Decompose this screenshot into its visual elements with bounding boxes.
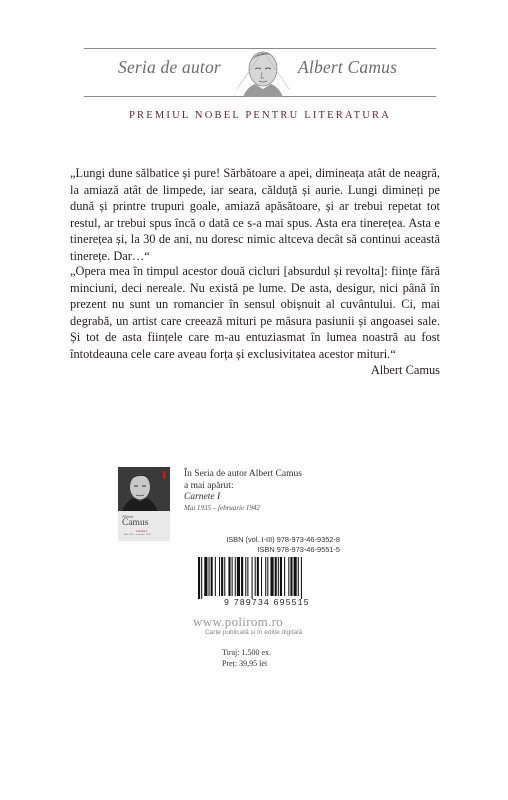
- barcode-bar: [247, 557, 248, 596]
- author-portrait-mark: [233, 43, 291, 97]
- digital-edition-note: Carte publicată și în ediție digitală: [205, 629, 303, 636]
- barcode-bar: [211, 557, 213, 596]
- carnete-cover-thumbnail: [118, 467, 170, 541]
- also-published-line1: În Seria de autor Albert Camus: [184, 469, 302, 479]
- publisher-website: www.polirom.ro: [193, 614, 284, 629]
- barcode-bar: [265, 557, 266, 596]
- series-header: [70, 36, 450, 128]
- isbn-set: ISBN (vol. I-III) 978-973-46-9352-8: [226, 535, 340, 544]
- barcode-bar: [209, 557, 210, 596]
- barcode-bar: [201, 557, 202, 599]
- print-run: Tiraj: 1.500 ex.: [222, 648, 272, 657]
- barcode-bar: [252, 557, 253, 599]
- barcode-bar: [275, 557, 277, 596]
- barcode-bar: [241, 557, 243, 596]
- barcode-bar: [221, 557, 223, 596]
- barcode-bar: [245, 557, 246, 596]
- barcode-bar: [255, 557, 256, 596]
- quote-youth: „Lungi dune sălbatice și pure! Sărbătoare a apei, dimineața atât de neagră, la amiază atât de limpede, iar seara, călduță și aurie. Lungi dimineți pe dună și printre trupuri goale, amiază apăsătoare, și ar trebui repetat tot restul, ar trebui spus încă o dată ce s-a mai spus. Asta era tinerețea. Asta e tinerețea și, la 30 de ani, nu doresc nimic altceva decât să continui această tinerețe. Dar…“: [70, 166, 440, 263]
- barcode-bar: [219, 557, 220, 596]
- red-tab-mark: [163, 471, 166, 479]
- barcode-bar: [301, 557, 302, 599]
- barcode-bar: [232, 557, 233, 596]
- barcode-bar: [284, 557, 285, 596]
- barcode-bar: [224, 557, 225, 596]
- barcode-bar: [237, 557, 240, 596]
- thumb-author-last: Camus: [122, 518, 149, 528]
- barcode-bar: [280, 557, 282, 596]
- barcode-bar: [257, 557, 259, 596]
- barcode-bar: [261, 557, 262, 596]
- nobel-tagline: PREMIUL NOBEL PENTRU LITERATURA: [129, 110, 391, 121]
- barcode-bar: [228, 557, 230, 596]
- thumb-subtitle: Carnete I: [136, 529, 148, 533]
- series-author: Albert Camus: [298, 57, 398, 77]
- barcode-bar: [215, 557, 216, 596]
- isbn-volume: ISBN 978-973-46-9551-5: [257, 545, 340, 554]
- barcode-bar: [270, 557, 273, 596]
- barcode-bar: [298, 557, 299, 596]
- price: Preț: 39,95 lei: [222, 659, 268, 668]
- thumb-dates: Mai 1935 – februarie 1942: [124, 533, 151, 536]
- barcode: [192, 557, 340, 599]
- barcode-number: 9 789734 695515: [224, 597, 310, 607]
- barcode-bar: [267, 557, 268, 596]
- barcode-bar: [290, 557, 292, 596]
- also-published-title: Carnete I: [184, 492, 221, 502]
- barcode-bar: [235, 557, 236, 596]
- barcode-bar: [294, 557, 297, 596]
- thumb-author-first: Albert: [122, 514, 134, 519]
- quote-author: Albert Camus: [370, 363, 440, 377]
- series-label: Seria de autor: [118, 57, 221, 77]
- also-published-line2: a mai apărut:: [184, 481, 234, 491]
- barcode-bar: [288, 557, 289, 596]
- quote-myths: „Opera mea în timpul acestor două cicluri [absurdul și revolta]: ființe fără minciuni, deci nereale. Nu există pe lume. De asta, desigur, nici până în prezent nu sunt un romancier în sensul obișnuit al cuvântului. Ci, mai degrabă, un artist care creează mituri pe măsura pasiunii și angoasei sale. Și tot de asta ființele care m-au entuziasmat în lumea noastră au fost întotdeauna cele care aveau forța și exclusivitatea acestor mituri.“: [70, 264, 440, 361]
- barcode-bar: [278, 557, 279, 596]
- barcode-bar: [198, 557, 200, 599]
- also-published-dates: Mai 1935 – februarie 1942: [184, 504, 260, 512]
- barcode-bar: [204, 557, 207, 596]
